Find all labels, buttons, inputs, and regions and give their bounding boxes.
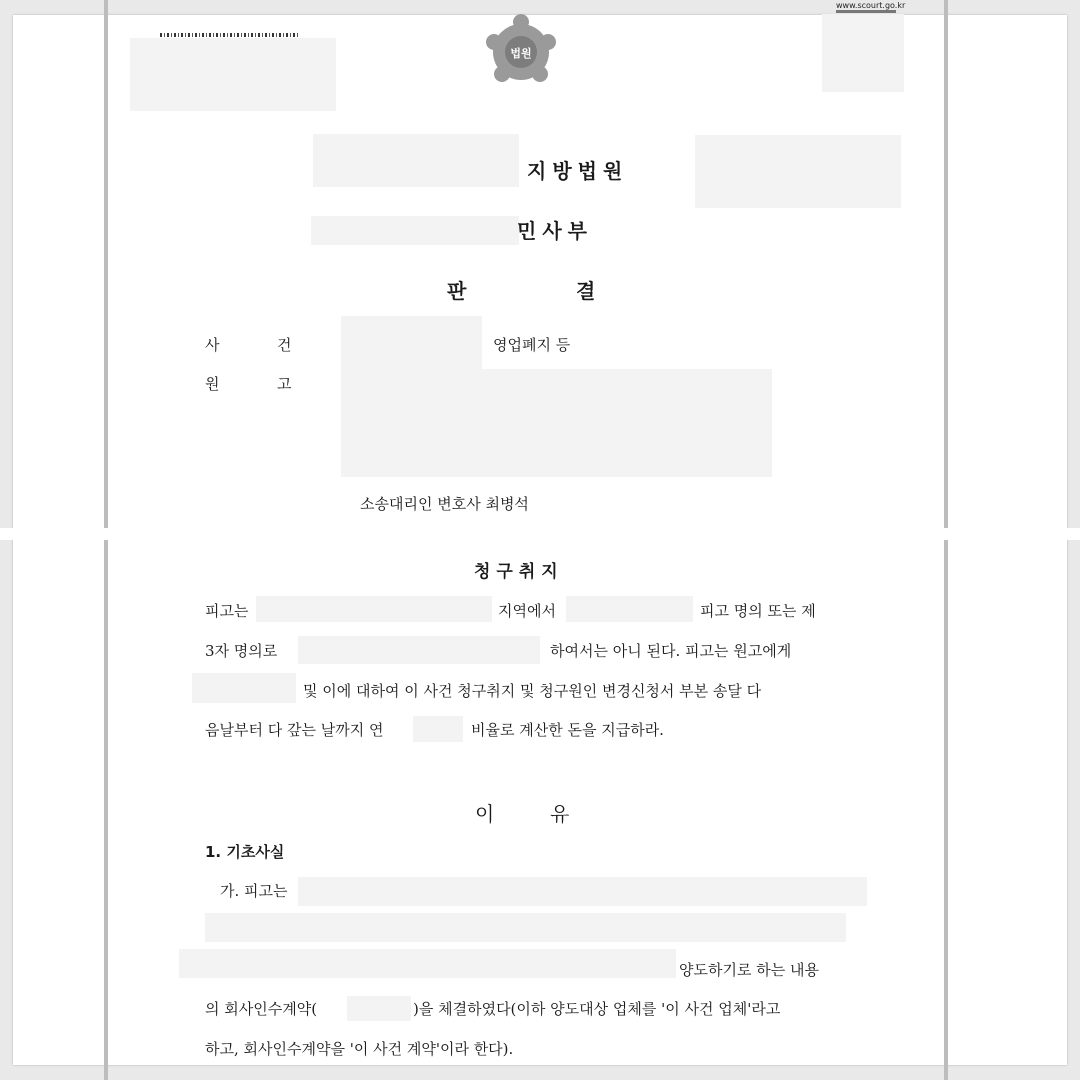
claim-line2-b: 하여서는 아니 된다. 피고는 원고에게 [550, 642, 792, 660]
scan-edge-left [104, 0, 108, 1080]
plaintiff-label-1: 원 [205, 375, 220, 393]
claim-line1-c: 피고 명의 또는 제 [700, 602, 816, 620]
claim-line2-a: 3자 명의로 [205, 642, 278, 660]
paragraph-line-d: 하고, 회사인수계약을 '이 사건 계약'이라 한다). [205, 1040, 514, 1058]
claim-line3: 및 이에 대하여 이 사건 청구취지 및 청구원인 변경신청서 부본 송달 다 [303, 682, 762, 700]
court-name: 지방법원 [527, 159, 629, 183]
redaction-header-right [822, 14, 904, 92]
plaintiff-label-2: 고 [277, 375, 292, 393]
redaction-case-info [695, 135, 901, 208]
redaction-claim-4 [192, 673, 296, 703]
paragraph-line-c-b: )을 체결하였다(이하 양도대상 업체를 '이 사건 업체'라고 [413, 1000, 781, 1018]
redaction-claim-5 [413, 716, 463, 742]
redaction-header-left [130, 38, 336, 111]
claim-line4-b: 비율로 계산한 돈을 지급하라. [471, 721, 664, 739]
division-name: 민사부 [517, 219, 593, 243]
case-label-2: 건 [277, 336, 292, 354]
section-heading-1: 1. 기초사실 [205, 843, 285, 861]
page-break [0, 528, 1080, 540]
redaction-claim-2 [566, 596, 693, 622]
court-emblem-icon [482, 10, 560, 90]
redaction-case-number [341, 316, 482, 371]
attorney-line: 소송대리인 변호사 최병석 [360, 495, 529, 513]
redaction-para-2 [205, 913, 846, 942]
redaction-court-name [313, 134, 519, 187]
redaction-claim-3 [298, 636, 540, 664]
redaction-claim-1 [256, 596, 492, 622]
claim-line1-a: 피고는 [205, 602, 249, 620]
barcode [160, 33, 298, 37]
reasons-heading-right: 유 [550, 802, 576, 826]
paragraph-line-c-a: 의 회사인수계약( [205, 1000, 318, 1018]
redaction-para-3 [179, 949, 676, 978]
reasons-heading-left: 이 [475, 802, 501, 826]
site-url: www.scourt.go.kr [836, 1, 906, 10]
emblem-text: 법원 [510, 47, 532, 60]
case-label-1: 사 [205, 336, 220, 354]
judgment-title-right: 결 [576, 279, 602, 303]
scan-edge-right [944, 0, 948, 1080]
claim-heading: 청구취지 [474, 562, 564, 582]
paragraph-line-b-end: 양도하기로 하는 내용 [679, 961, 819, 979]
claim-line1-b: 지역에서 [498, 602, 556, 620]
paragraph-a-start: 가. 피고는 [220, 882, 288, 900]
redaction-plaintiff [341, 369, 772, 477]
redaction-para-1 [298, 877, 867, 906]
redaction-para-4 [347, 996, 411, 1021]
case-value: 영업폐지 등 [493, 336, 571, 354]
url-underline [836, 10, 896, 13]
claim-line4-a: 음날부터 다 갚는 날까지 연 [205, 721, 384, 739]
redaction-division [311, 216, 519, 245]
judgment-title-left: 판 [447, 279, 473, 303]
